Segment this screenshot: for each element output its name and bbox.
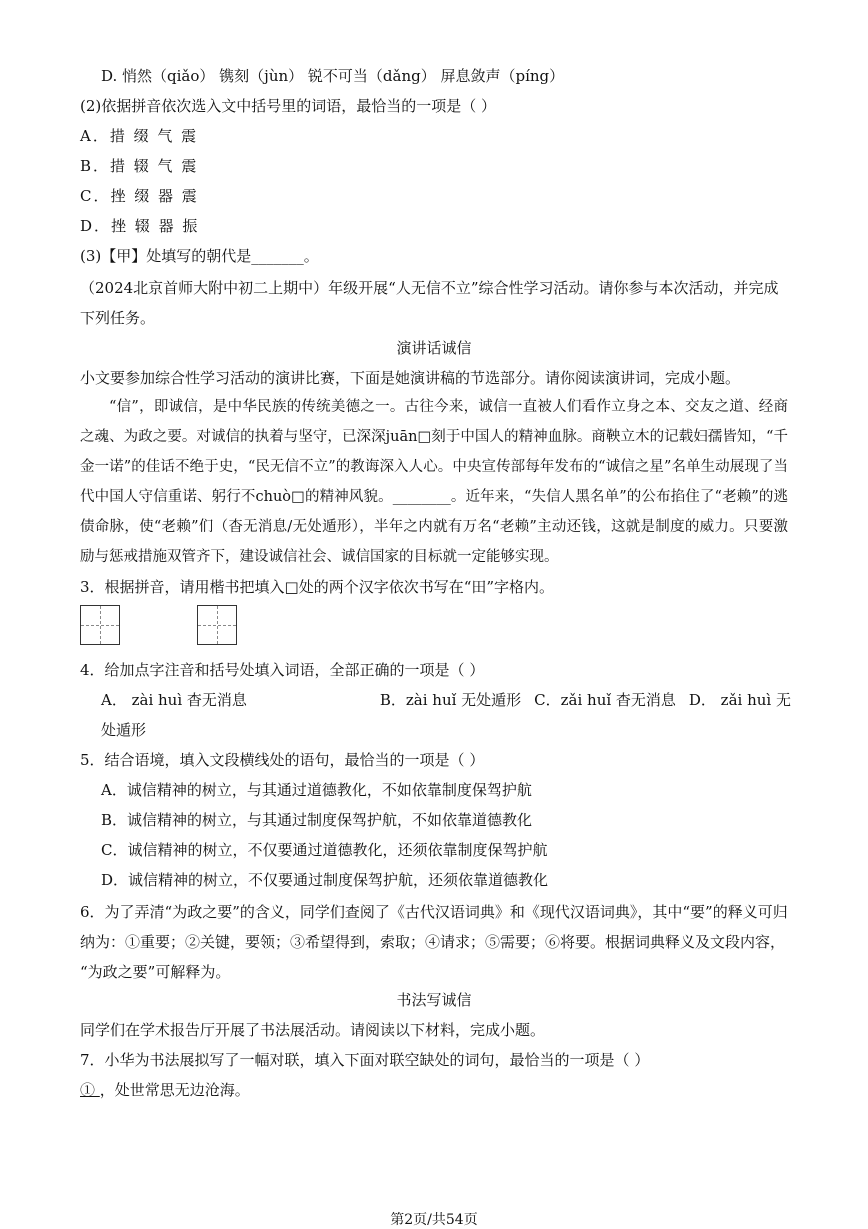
section-intro-speech: 小文要参加综合性学习活动的演讲比赛，下面是她演讲稿的节选部分。请你阅读演讲词，完成小题。	[80, 369, 741, 387]
question-3: 3．根据拼音，请用楷书把填入□处的两个汉字依次书写在“田”字格内。	[80, 578, 555, 596]
question-5: 5．结合语境，填入文段横线处的语句，最恰当的一项是（ ）	[80, 751, 485, 769]
activity-intro-line2: 下列任务。	[80, 309, 156, 327]
q2-2-option-d: D．挫 辍 器 振	[80, 217, 200, 235]
couplet-text: ，处世常思无边沧海。	[99, 1081, 250, 1099]
question-6-line2: 纳为：①重要；②关键，要领；③希望得到，索取；④请求；⑤需要；⑥将要。根据词典释义及文段内容，	[80, 933, 786, 951]
q4-option-a: A． zài huì 杳无消息	[101, 691, 247, 709]
q2-2-option-a: A．措 缀 气 震	[80, 127, 199, 145]
q2-option-d: D. 悄然（qiǎo） 镌刻（jùn） 锐不可当（dǎng） 屏息敛声（píng）	[101, 67, 565, 85]
tian-grid-box-1[interactable]	[80, 605, 120, 645]
q2-2-option-c: C．挫 缀 器 震	[80, 187, 199, 205]
section-title-calligraphy: 书法写诚信	[396, 991, 472, 1009]
question-4: 4．给加点字注音和括号处填入词语，全部正确的一项是（ ）	[80, 661, 485, 679]
q5-option-d: D．诚信精神的树立，不仅要通过制度保驾护航，还须依靠道德教化	[101, 871, 549, 889]
q2-2-option-b: B．措 辍 气 震	[80, 157, 199, 175]
q5-option-a: A．诚信精神的树立，与其通过道德教化，不如依靠制度保驾护航	[101, 781, 532, 799]
question-2-2: (2)依据拼音依次选入文中括号里的词语，最恰当的一项是（ ）	[80, 97, 497, 115]
question-6-line3: “为政之要”可解释为。	[80, 963, 231, 981]
couplet-line	[80, 1080, 250, 1100]
q4-option-d: D． zǎi huì 无	[688, 691, 791, 709]
q5-option-b: B．诚信精神的树立，与其通过制度保驾护航，不如依靠道德教化	[101, 811, 533, 829]
tian-grid-box-2[interactable]	[197, 605, 237, 645]
q4-option-b: B．zài huǐ 无处遁形	[379, 691, 522, 709]
q4-option-d-cont: 处遁形	[101, 721, 147, 739]
section-title-speech: 演讲话诚信	[396, 339, 472, 357]
question-6-line1: 6．为了弄清“为政之要”的含义，同学们查阅了《古代汉语词典》和《现代汉语词典》，其中“要”的释义可归	[80, 903, 788, 921]
speech-passage: “信”，即诚信，是中华民族的传统美德之一。古往今来，诚信一直被人们看作立身之本、交友之道、经商之魂、为政之要。对诚信的执着与坚守，已深深juān□刻于中国人的精神血脉。商鞅立木的记载妇孺皆知，“千金一诺”的佳话不绝于史，“民无信不立”的教诲深入人心。中央宣传部每年发布的“诚信之星”名单生动展现了当代中国人守信重诺、躬行不chuò□的精神风貌。________。近年来，“失信人黑名单”的公布掐住了“老赖”的逃债命脉，使“老赖”们（杳无消息/无处遁形），半年之内就有万名“老赖”主动还钱，这就是制度的威力。只要激励与惩戒措施双管齐下，建设诚信社会、诚信国家的目标就一定能够实现。	[80, 399, 788, 565]
q5-option-c: C．诚信精神的树立，不仅要通过道德教化，还须依靠制度保驾护航	[101, 841, 548, 859]
page-footer: 第2页/共54页	[390, 1212, 478, 1228]
question-7: 7．小华为书法展拟写了一幅对联，填入下面对联空缺处的词句，最恰当的一项是（ ）	[80, 1051, 650, 1069]
couplet-blank: ①	[80, 1081, 100, 1099]
q4-options-row	[101, 690, 791, 710]
question-2-3: (3)【甲】处填写的朝代是_______。	[80, 247, 319, 265]
section-intro-calligraphy: 同学们在学术报告厅开展了书法展活动。请阅读以下材料，完成小题。	[80, 1021, 546, 1039]
q4-option-c: C．zǎi huǐ 杳无消息	[534, 691, 676, 709]
activity-intro-line1: （2024北京首师大附中初二上期中）年级开展“人无信不立”综合性学习活动。请你参与本次活动，并完成	[80, 279, 779, 297]
